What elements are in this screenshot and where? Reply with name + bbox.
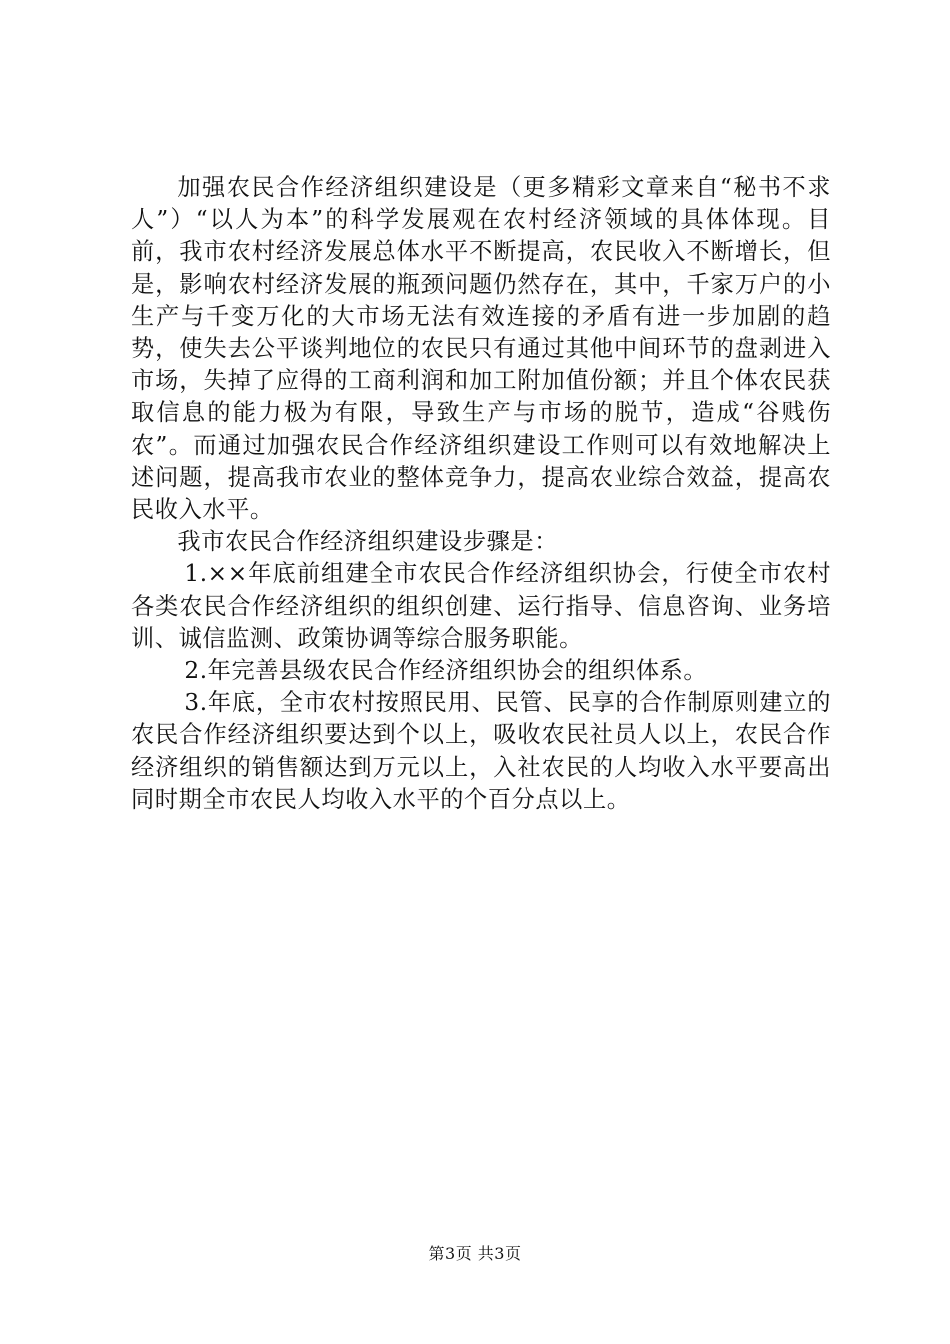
step-3-paragraph: 3.年底，全市农村按照民用、民管、民享的合作制原则建立的农民合作经济组织要达到个以上，吸收农民社员人以上，农民合作经济组织的销售额达到万元以上，入社农民的人均收入水平要高出同时期全市农民人均收入水平的个百分点以上。	[131, 689, 831, 813]
intro-paragraph: 加强农民合作经济组织建设是（更多精彩文章来自“秘书不求人”）“以人为本”的科学发展观在农村经济领域的具体体现。目前，我市农村经济发展总体水平不断提高，农民收入不断增长，但是，影响农村经济发展的瓶颈问题仍然存在，其中，千家万户的小生产与千变万化的大市场无法有效连接的矛盾有进一步加剧的趋势，使失去公平谈判地位的农民只有通过其他中间环节的盘剥进入市场，失掉了应得的工商利润和加工附加值份额；并且个体农民获取信息的能力极为有限，导致生产与市场的脱节，造成“谷贱伤农”。而通过加强农民合作经济组织建设工作则可以有效地解决上述问题，提高我市农业的整体竞争力，提高农业综合效益，提高农民收入水平。	[131, 174, 831, 524]
document-body	[131, 172, 831, 816]
step-1-paragraph: 1.××年底前组建全市农民合作经济组织协会，行使全市农村各类农民合作经济组织的组织创建、运行指导、信息咨询、业务培训、诚信监测、政策协调等综合服务职能。	[131, 560, 831, 652]
steps-heading-paragraph: 我市农民合作经济组织建设步骤是：	[177, 528, 558, 556]
step-2-paragraph: 2.年完善县级农民合作经济组织协会的组织体系。	[184, 657, 708, 685]
page-footer: 第3页 共3页	[428, 1244, 522, 1263]
